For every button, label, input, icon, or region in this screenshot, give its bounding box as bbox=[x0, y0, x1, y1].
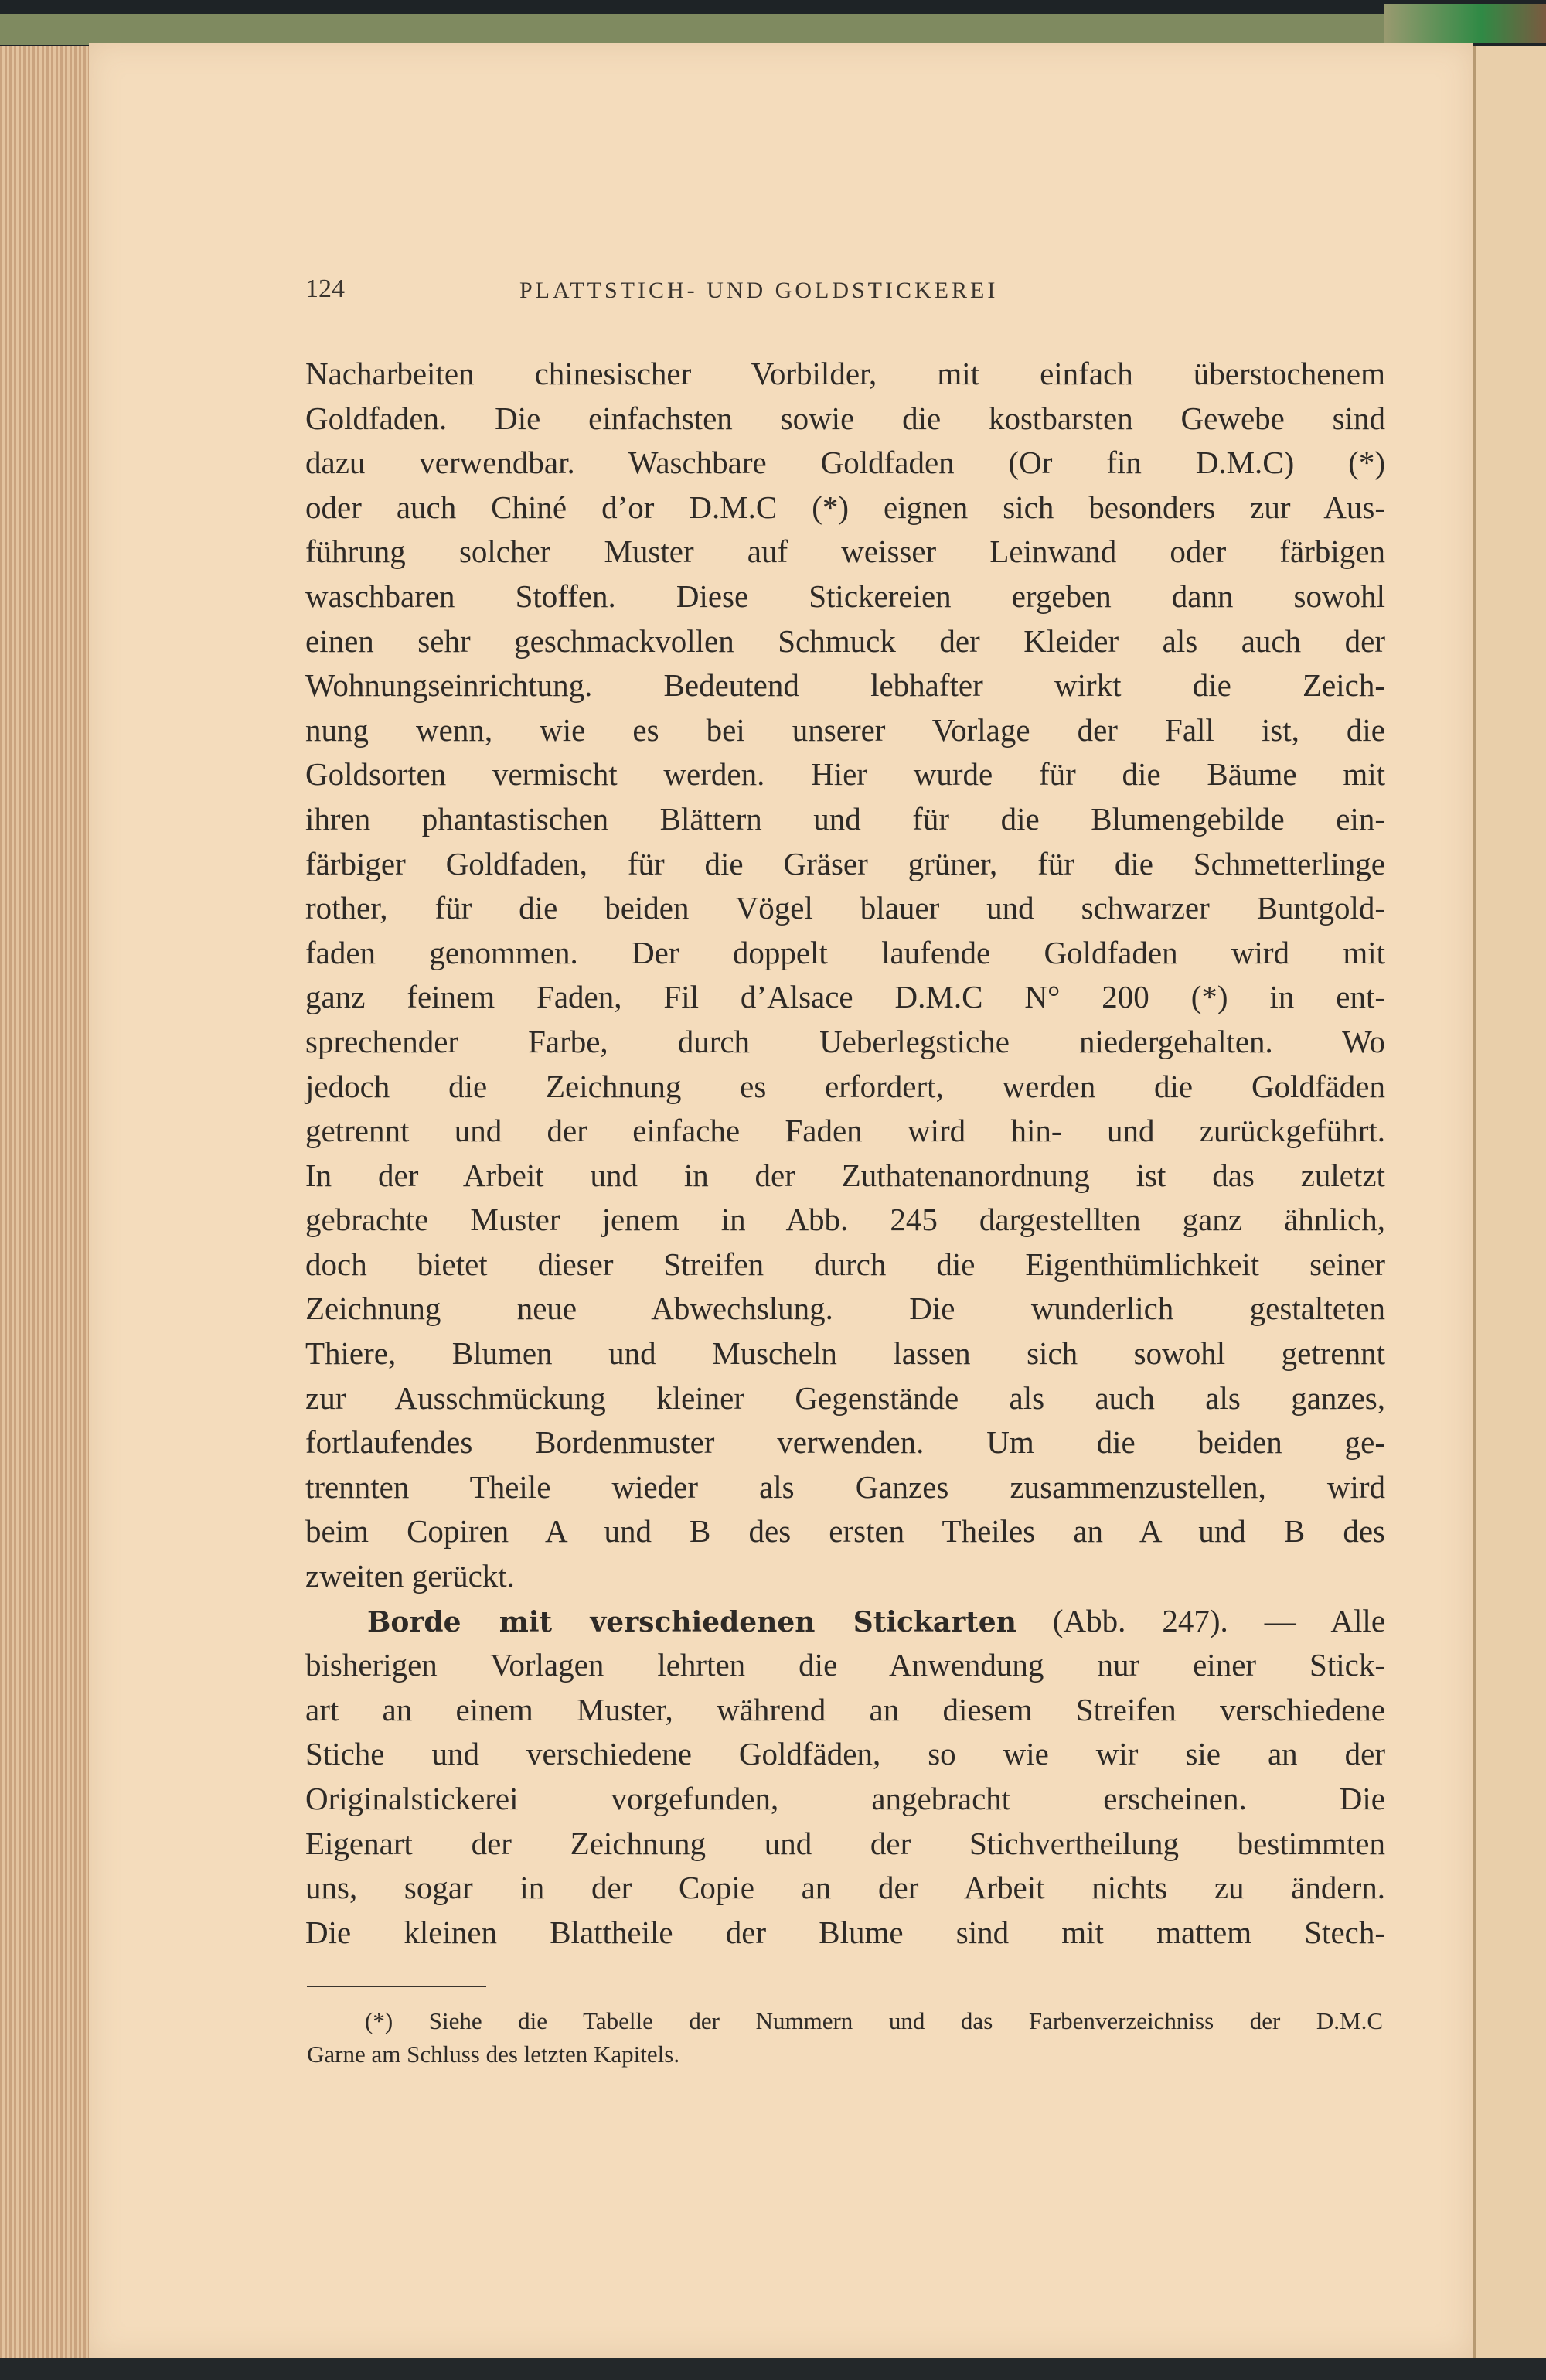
book-cover-band bbox=[0, 14, 1384, 45]
running-head bbox=[305, 274, 1388, 313]
body-line: Die kleinen Blattheile der Blume sind mit mattem Stech- bbox=[305, 1914, 1385, 1950]
body-line: nung wenn, wie es bei unserer Vorlage der Fall ist, die bbox=[305, 711, 1385, 748]
body-line: Nacharbeiten chinesischer Vorbilder, mit einfach überstochenem bbox=[305, 356, 1385, 391]
body-line: Goldsorten vermischt werden. Hier wurde für die Bäume mit bbox=[305, 756, 1385, 793]
footnote-line: (*) Siehe die Tabelle der Nummern und das Farbenverzeichniss der D.M.C bbox=[365, 2007, 1383, 2034]
bookmark-ribbon bbox=[1384, 4, 1546, 43]
book-cover-bottom bbox=[0, 2358, 1546, 2380]
body-line: art an einem Muster, während an diesem Streifen verschiedene bbox=[305, 1691, 1385, 1727]
body-line: Eigenart der Zeichnung und der Stichvertheilung bestimmten bbox=[305, 1825, 1385, 1861]
body-line: sprechender Farbe, durch Ueberlegstiche niedergehalten. Wo bbox=[305, 1023, 1385, 1059]
body-line: fortlaufendes Bordenmuster verwenden. Um die beiden ge- bbox=[305, 1424, 1385, 1461]
page-number: 124 bbox=[305, 274, 345, 303]
body-line: rother, für die beiden Vögel blauer und schwarzer Buntgold- bbox=[305, 890, 1385, 926]
footnote bbox=[307, 2004, 1383, 2071]
running-title: PLATTSTICH- UND GOLDSTICKEREI bbox=[519, 278, 999, 303]
body-line: gebrachte Muster jenem in Abb. 245 dargestellten ganz ähnlich, bbox=[305, 1202, 1385, 1238]
body-line: Originalstickerei vorgefunden, angebracht erscheinen. Die bbox=[305, 1781, 1385, 1816]
body-line: waschbaren Stoffen. Diese Stickereien ergeben dann sowohl bbox=[305, 578, 1385, 614]
body-line: getrennt und der einfache Faden wird hin- und zurückgeführt. bbox=[305, 1113, 1385, 1149]
section-first-line bbox=[305, 1599, 1385, 1644]
body-line: Zeichnung neue Abwechslung. Die wunderlich gestalteten bbox=[305, 1291, 1385, 1327]
body-line: einen sehr geschmackvollen Schmuck der Kleider als auch der bbox=[305, 622, 1385, 659]
body-line: beim Copiren A und B des ersten Theiles an A und B des bbox=[305, 1513, 1385, 1550]
body-line: jedoch die Zeichnung es erfordert, werden die Goldfäden bbox=[305, 1068, 1385, 1104]
body-line: Goldfaden. Die einfachsten sowie die kostbarsten Gewebe sind bbox=[305, 400, 1385, 436]
footnote-rule bbox=[307, 1986, 486, 1987]
body-line: ganz feinem Faden, Fil d’Alsace D.M.C N° 200 (*) in ent- bbox=[305, 979, 1385, 1015]
section-first-line-rest: (Abb. 247). — Alle bbox=[1052, 1602, 1386, 1638]
footnote-line: Garne am Schluss des letzten Kapitels. bbox=[307, 2041, 680, 2068]
body-line: zur Ausschmückung kleiner Gegenstände als auch als ganzes, bbox=[305, 1379, 1385, 1416]
body-line: uns, sogar in der Copie an der Arbeit nichts zu ändern. bbox=[305, 1870, 1385, 1906]
body-line: führung solcher Muster auf weisser Leinwand oder färbigen bbox=[305, 534, 1385, 570]
section-heading: Borde mit verschiedenen Stickarten bbox=[367, 1605, 1016, 1638]
body-line: Thiere, Blumen und Muscheln lassen sich sowohl getrennt bbox=[305, 1335, 1385, 1372]
body-line: faden genommen. Der doppelt laufende Goldfaden wird mit bbox=[305, 934, 1385, 970]
page-edges bbox=[0, 46, 89, 2358]
body-line: bisherigen Vorlagen lehrten die Anwendung nur einer Stick- bbox=[305, 1647, 1385, 1683]
body-text bbox=[305, 352, 1385, 1955]
body-line: trennten Theile wieder als Ganzes zusammenzustellen, wird bbox=[305, 1468, 1385, 1505]
body-line: oder auch Chiné d’or D.M.C (*) eignen sich besonders zur Aus- bbox=[305, 489, 1385, 525]
body-line: zweiten gerückt. bbox=[305, 1558, 515, 1594]
body-line: doch bietet dieser Streifen durch die Eigenthümlichkeit seiner bbox=[305, 1246, 1385, 1282]
body-line: dazu verwendbar. Waschbare Goldfaden (Or fin D.M.C) (*) bbox=[305, 445, 1385, 481]
body-line: Stiche und verschiedene Goldfäden, so wie wir sie an der bbox=[305, 1736, 1385, 1772]
body-line: In der Arbeit und in der Zuthatenanordnung ist das zuletzt bbox=[305, 1157, 1385, 1193]
body-line: ihren phantastischen Blättern und für die Blumengebilde ein- bbox=[305, 800, 1385, 837]
body-line: färbiger Goldfaden, für die Gräser grüner, für die Schmetterlinge bbox=[305, 845, 1385, 881]
body-line: Wohnungseinrichtung. Bedeutend lebhafter wirkt die Zeich- bbox=[305, 667, 1385, 704]
facing-page-edge bbox=[1473, 46, 1546, 2358]
